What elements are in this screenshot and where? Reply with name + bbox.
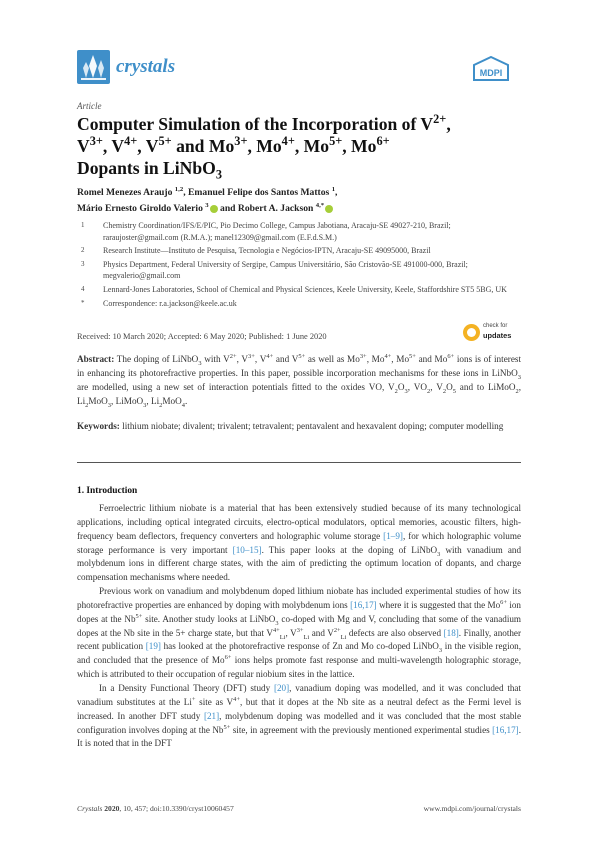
affiliation-item: 4 Lennard-Jones Laboratories, School of Chemical and Physical Sciences, Keele University, Keele, Staffordshire ST5 5BG, UK [81,284,507,294]
citation-link[interactable]: [21] [203,710,220,721]
citation-link[interactable]: [16,17] [350,599,377,610]
citation-link[interactable]: [20] [273,682,290,693]
article-type: Article [77,101,102,111]
orcid-icon[interactable] [210,205,218,213]
affiliations [77,220,517,311]
paragraph: Previous work on vanadium and molybdenum doped lithium niobate has included experimental studies of how its photorefractive properties are enhanced by doping with molybdenum ions [16,17] where it is suggested that the $Mo^{6+}$ ion dopes at the $Nb^{5+}$ site. Another study looks at LiNbO$_3$ co-doped with Mg and V, concluding that some of the vanadium dopes at the Nb site in the 5+ charge state, but that $V^{4+}_{Li}$, $V^{3+}_{Li}$ and $V^{2+}_{Li}$ defects are also observed [18]. Finally, another recent publication [19] has looked at the photorefractive response of Zn and Mo co-doped LiNbO$_3$ in the visible region, and concluded that the presence of $Mo^{6+}$ ions helps promote fast response and multi-wavelength holographic storage, which is attributed to their occupation of regular niobium sites in the lattice. [77,586,522,680]
orcid-icon[interactable] [325,205,333,213]
keywords: Keywords: lithium niobate; divalent; trivalent; tetravalent; pentavalent and hexavalent doping; computer modelling [77,421,504,431]
citation-link[interactable]: [19] [145,641,161,652]
affiliation-item: 1 Chemistry Coordination/IFS/E/PIC, Pio Decimo College, Campus Jabotiana, Aracaju-SE 49027-210, Brazil; raraujoster@gmail.com (R.M.A.); manel12309@gmail.com (E.F.d.S.M.) [81,221,451,242]
correspondence: * Correspondence: r.a.jackson@keele.ac.uk [81,298,237,308]
author-list: Romel Menezes Araujo $^{1,2}$, Emanuel Felipe dos Santos Mattos $^1$, Mário Ernesto Giroldo Valerio $^3$ and Robert A. Jackson $^{4,*}$ [77,185,338,214]
paragraph: Ferroelectric lithium niobate is a material that has been extensively studied because of its many technological applications, including optical integrated circuits, electro-optical modulators, optical memories, acoustic filters, high-frequency beam deflectors, frequency converters and holographic volume storage [1–9], for which holographic volume storage performance is very important [10–15]. This paper looks at the doping of LiNbO$_3$ with vanadium and molybdenum ions in different charge states, with the aim of predicting the optimum location of dopants, and charge compensation mechanisms where needed. [77,503,522,583]
author-name: Romel Menezes Araujo [77,187,173,198]
section-divider [77,462,521,463]
citation-link[interactable]: [18] [443,627,459,638]
citation-link[interactable]: [10–15] [232,544,262,555]
section-heading: 1. Introduction [77,486,138,496]
journal-name: crystals [116,56,176,77]
affiliation-item: 3 Physics Department, Federal University of Sergipe, Campus Universitário, São Cristovão-SE 491000-000, Brazil; megvalerio@gmail.com [81,259,468,281]
citation-link[interactable]: [16,17] [492,724,519,735]
publication-dates: Received: 10 March 2020; Accepted: 6 May 2020; Published: 1 June 2020 [77,332,327,341]
affiliation-item: 2 Research Institute—Instituto de Pesquisa, Tecnologia e Negócios-IPTN, Aracaju-SE 49095000, Brazil [81,246,431,256]
author-name: Emanuel Felipe dos Santos Mattos [188,187,330,198]
citation-link[interactable]: [1–9] [383,530,403,541]
body-text [77,502,521,751]
footer-journal-url[interactable]: www.mdpi.com/journal/crystals [423,804,521,813]
author-name: Robert A. Jackson [237,203,314,214]
svg-text:MDPI: MDPI [479,68,503,78]
abstract: Abstract: The doping of LiNbO$_3$ with $V^{2+}$, $V^{3+}$, $V^{4+}$ and $V^{5+}$ as well as $Mo^{3+}$, $Mo^{4+}$, $Mo^{5+}$ and $Mo^{6+}$ ions is of interest in enhancing its photorefractive properties. In this paper, possible incorporation mechanisms for these ions in LiNbO$_3$ are modelled, using a new set of interaction potentials fitted to the oxides VO, $V_2O_3$, $VO_2$, $V_2O_5$ and to LiMoO$_2$, $Li_2MoO_3$, LiMoO$_3$, $Li_2MoO_4$. [77,352,522,409]
author-name: Mário Ernesto Giroldo Valerio [77,203,203,214]
paragraph: In a Density Functional Theory (DFT) study [20], vanadium doping was modelled, and it was concluded that vanadium substitutes at the Li+ site as $V^{4+}$, but that it dopes at the Nb site as a neutral defect as the Fermi level is increased. In another DFT study [21], molybdenum doping was modelled and it was concluded that the most stable configuration involves doping at the $Nb^{5+}$ site, in agreement with the previously mentioned experimental studies [16,17]. It is noted that in the DFT [77,682,522,749]
article-title: Computer Simulation of the Incorporation of $V^{2+}$, $V^{3+}$, $V^{4+}$, $V^{5+}$ and $Mo^{3+}$, $Mo^{4+}$, $Mo^{5+}$, $Mo^{6+}$ Dopants in LiNbO$_3$ [77,112,451,182]
crystals-logo-icon [77,50,110,84]
mdpi-logo-icon [472,56,510,82]
updates-icon [463,324,480,341]
check-for-updates-badge[interactable]: check for updates [463,323,521,343]
footer-citation: Crystals 2020, 10, 457; doi:10.3390/cryst10060457 [77,804,234,813]
